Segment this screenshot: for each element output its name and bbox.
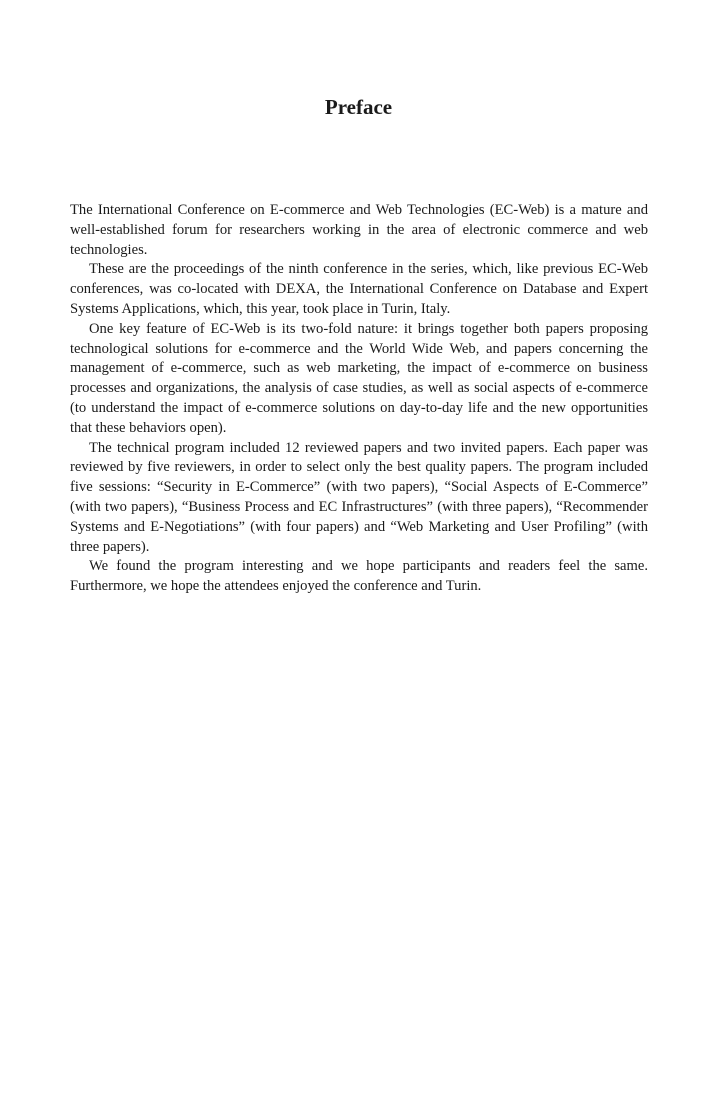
paragraph-technical-program: The technical program included 12 reviewed papers and two invited papers. Each paper was reviewed by five reviewers, in order to select only the best quality papers. The program included five sessions: “Security in E-Commerce” (with two papers), “Social Aspects of E-Commerce” (with two papers), “Business Process and EC Infrastructures” (with three papers), “Recommender Systems and E-Negotiations” (with four papers) and “Web Marketing and User Profiling” (with three papers). xyxy=(70,439,648,555)
paragraph-key-feature: One key feature of EC-Web is its two-fold nature: it brings together both papers proposing technological solutions for e-commerce and the World Wide Web, and papers concerning the management of e-commerce, such as web marketing, the impact of e-commerce on business processes and organizations, the analysis of case studies, as well as social aspects of e-commerce (to understand the impact of e-commerce solutions on day-to-day life and the new opportunities that these behaviors open). xyxy=(70,320,648,436)
paragraph-intro: The International Conference on E-commerce and Web Technologies (EC-Web) is a mature and well-established forum for researchers working in the area of electronic commerce and web technologies. xyxy=(70,202,648,258)
page-title: Preface xyxy=(324,95,393,119)
paragraph-proceedings: These are the proceedings of the ninth conference in the series, which, like previous EC-Web conferences, was co-located with DEXA, the International Conference on Database and Expert Systems Applications, which, this year, took place in Turin, Italy. xyxy=(70,261,648,317)
paragraph-closing: We found the program interesting and we hope participants and readers feel the same. Furthermore, we hope the attendees enjoyed the conference and Turin. xyxy=(70,558,648,595)
body-text xyxy=(70,201,648,597)
